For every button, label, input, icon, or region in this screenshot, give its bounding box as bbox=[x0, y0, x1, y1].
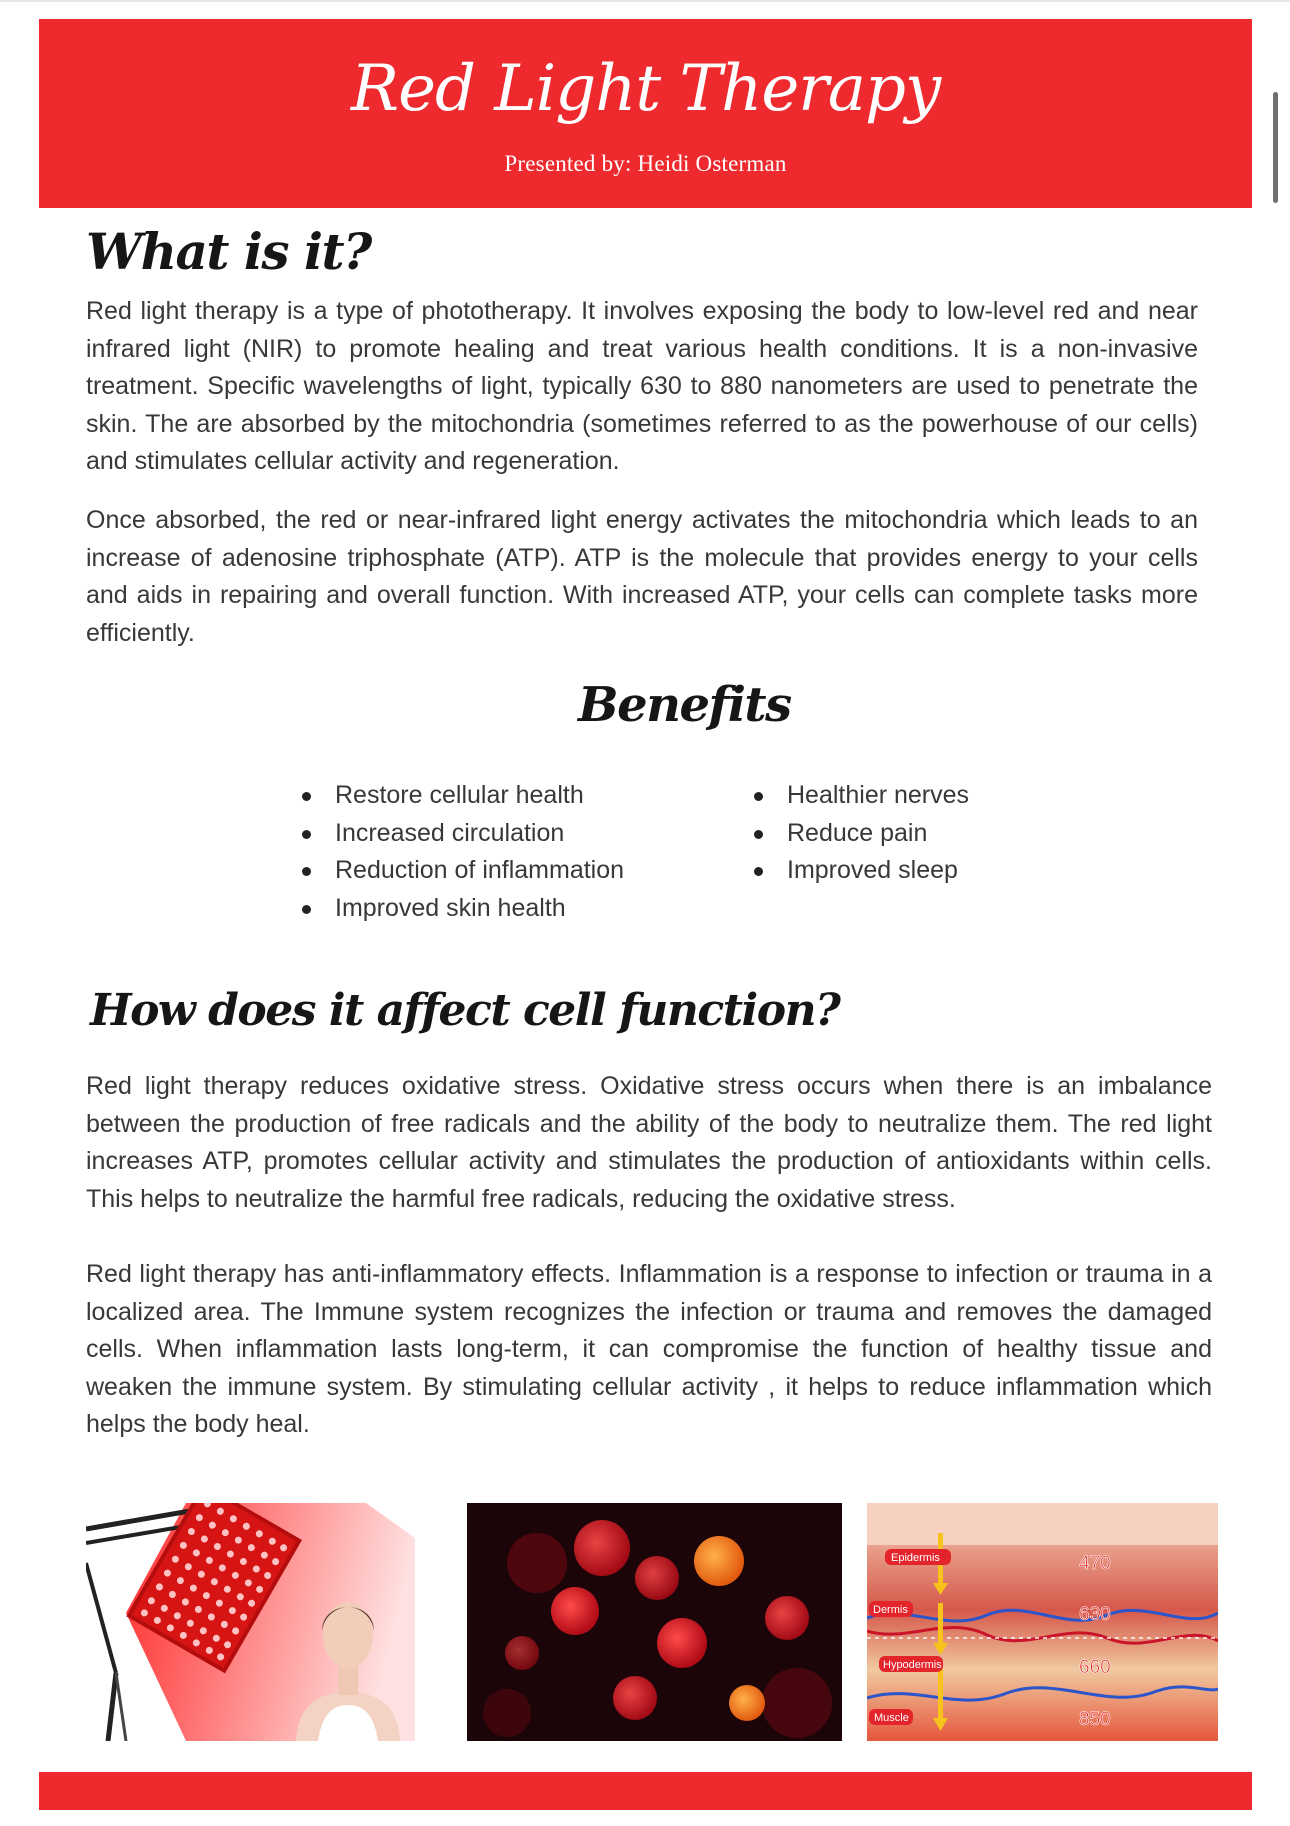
wavelength-label: 470 bbox=[1079, 1553, 1111, 1574]
list-item: Increased circulation bbox=[300, 815, 624, 853]
header-banner bbox=[39, 19, 1252, 208]
paragraph-cell-2: Red light therapy has anti-inflammatory effects. Inflammation is a response to infection or trauma in a localized area. The Immune system recognizes the infection or trauma and removes the damaged cells. When inflammation lasts long-term, it can compromise the function of healthy tissue and weaken the immune system. By stimulating cellular activity , it helps to reduce inflammation which helps the body heal. bbox=[86, 1260, 1212, 1438]
page-title: Red Light Therapy bbox=[350, 52, 941, 126]
wavelength-label: 630 bbox=[1079, 1604, 1111, 1625]
skin-penetration-diagram bbox=[867, 1503, 1218, 1741]
list-item: Improved sleep bbox=[752, 852, 969, 890]
paragraph-cell-1: Red light therapy reduces oxidative stress. Oxidative stress occurs when there is an imbalance between the production of free radicals and the ability of the body to neutralize them. The red light increases ATP, promotes cellular activity and stimulates the production of antioxidants within cells. This helps to neutralize the harmful free radicals, reducing the oxidative stress. bbox=[86, 1072, 1212, 1213]
list-item: Reduction of inflammation bbox=[300, 852, 624, 890]
red-light-panel-image bbox=[86, 1503, 415, 1741]
list-item: Healthier nerves bbox=[752, 777, 969, 815]
red-bokeh-image bbox=[467, 1503, 842, 1741]
wavelength-label: 850 bbox=[1079, 1709, 1111, 1730]
layer-label: Muscle bbox=[874, 1712, 909, 1724]
paragraph-what-2: Once absorbed, the red or near-infrared light energy activates the mitochondria which leads to an increase of adenosine triphosphate (ATP). ATP is the molecule that provides energy to your cells and aids in repairing and overall function. With increased ATP, your cells can complete tasks more efficiently. bbox=[86, 506, 1198, 647]
footer-bar bbox=[39, 1772, 1252, 1810]
heading-cell-function: How does it affect cell function? bbox=[90, 985, 840, 1036]
heading-what-is-it: What is it? bbox=[86, 222, 371, 281]
layer-label: Epidermis bbox=[891, 1552, 940, 1564]
top-divider bbox=[0, 0, 1290, 2]
paragraph-what-1: Red light therapy is a type of phototherapy. It involves exposing the body to low-level red and near infrared light (NIR) to promote healing and treat various health conditions. It is a non-invasive treatment. Specific wavelengths of light, typically 630 to 880 nanometers are used to penetrate the skin. The are absorbed by the mitochondria (sometimes referred to as the powerhouse of our cells) and stimulates cellular activity and regeneration. bbox=[86, 297, 1198, 475]
presenter-subtitle: Presented by: Heidi Osterman bbox=[504, 151, 787, 176]
list-item: Restore cellular health bbox=[300, 777, 624, 815]
wavelength-label: 660 bbox=[1079, 1657, 1111, 1678]
layer-label: Hypodermis bbox=[883, 1659, 942, 1671]
benefits-list-left bbox=[300, 777, 624, 927]
scrollbar-thumb[interactable] bbox=[1273, 92, 1278, 203]
benefits-list-right bbox=[752, 777, 969, 890]
heading-benefits: Benefits bbox=[578, 677, 791, 733]
layer-label: Dermis bbox=[873, 1604, 908, 1616]
list-item: Reduce pain bbox=[752, 815, 969, 853]
list-item: Improved skin health bbox=[300, 890, 624, 928]
